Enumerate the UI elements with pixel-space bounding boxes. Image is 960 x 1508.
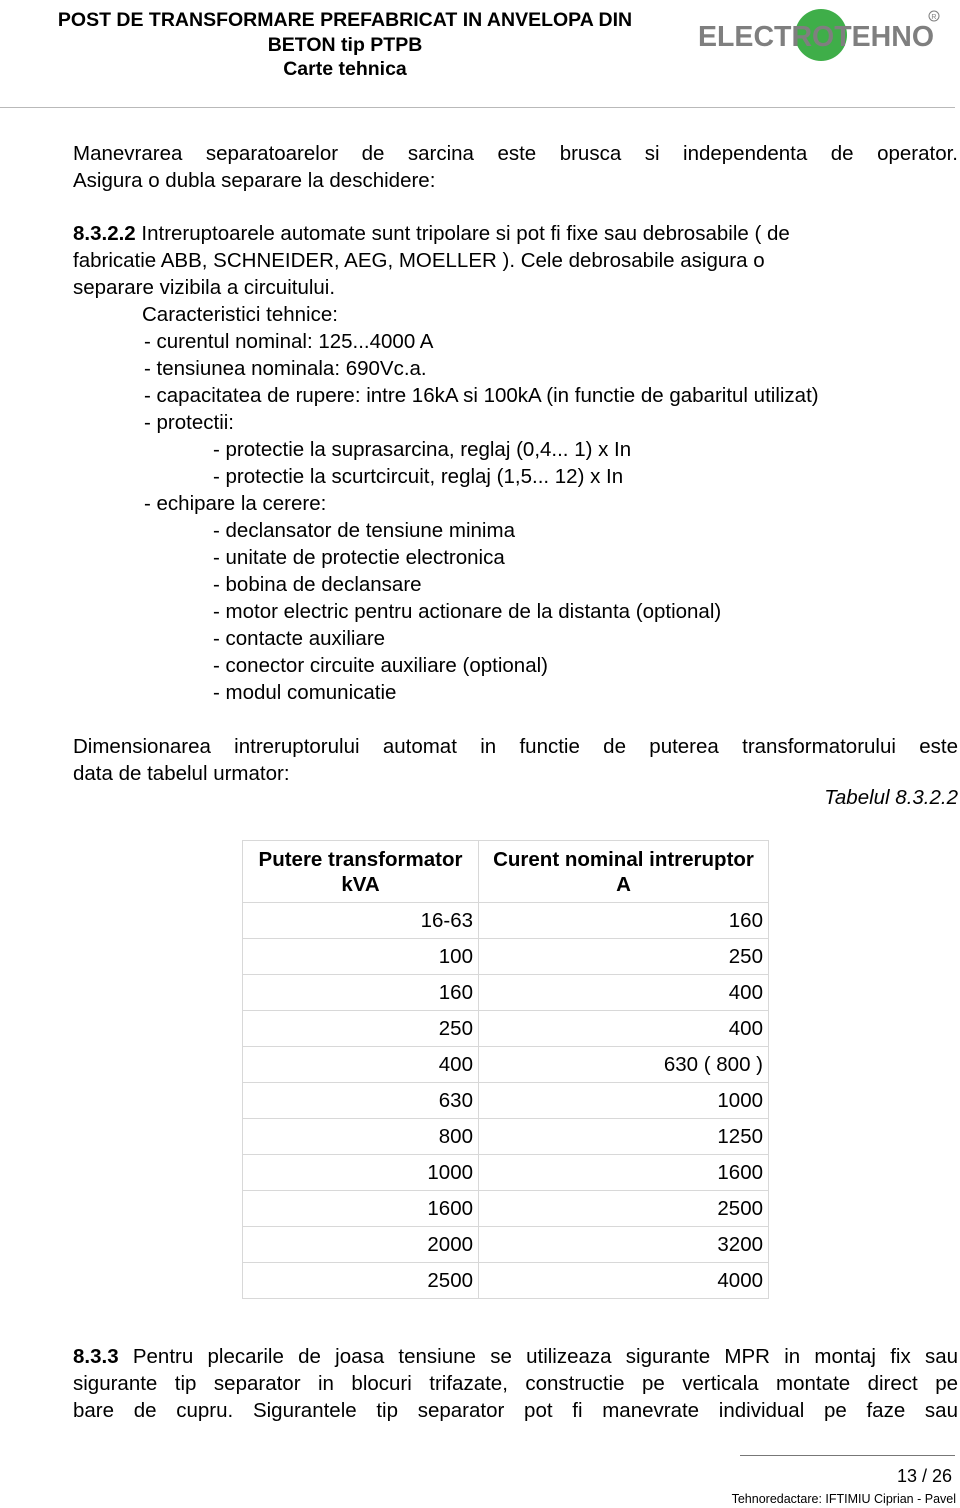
power-cell: 1000 <box>243 1155 479 1191</box>
section-833-text-3: bare de cupru. Sigurantele tip separator pot fi manevrate individual pe faze sau <box>73 1399 958 1422</box>
column-header-power: Putere transformator kVA <box>243 841 479 903</box>
current-cell: 1000 <box>479 1083 769 1119</box>
table-row <box>243 1227 769 1263</box>
section-8322-line1 <box>73 220 790 247</box>
table-row <box>243 975 769 1011</box>
logo-registered-mark: R <box>931 14 937 21</box>
section-833-line3 <box>73 1397 958 1424</box>
logo-wordmark: ELECTROTEHNO <box>698 21 934 53</box>
power-cell: 2000 <box>243 1227 479 1263</box>
equipment-item-7: - modul comunicatie <box>213 681 397 704</box>
section-833-text: Pentru plecarile de joasa tensiune se utilizeaza sigurante MPR in montaj fix sau <box>118 1345 958 1368</box>
editor-credit: Tehnoredactare: IFTIMIU Ciprian - Pavel <box>731 1492 956 1506</box>
header-title-line-3: Carte tehnica <box>283 58 407 80</box>
page-number: 13 / 26 <box>896 1466 952 1486</box>
section-833-line1 <box>73 1343 958 1370</box>
table-row <box>243 1191 769 1227</box>
power-cell: 1600 <box>243 1191 479 1227</box>
footer-divider <box>740 1455 955 1456</box>
table-row <box>243 1011 769 1047</box>
header-divider <box>0 107 955 108</box>
current-cell: 400 <box>479 1011 769 1047</box>
power-cell: 100 <box>243 939 479 975</box>
power-cell: 16-63 <box>243 903 479 939</box>
protection-item-1: - protectie la suprasarcina, reglaj (0,4... 1) x In <box>213 438 632 461</box>
power-cell: 2500 <box>243 1263 479 1299</box>
equipment-item-4: - motor electric pentru actionare de la distanta (optional) <box>213 600 722 623</box>
section-number: 8.3.2.2 <box>73 222 136 245</box>
equipment-item-1: - declansator de tensiune minima <box>213 519 515 542</box>
table-row <box>243 1083 769 1119</box>
power-cell: 160 <box>243 975 479 1011</box>
header-title-line-1: POST DE TRANSFORMARE PREFABRICAT IN ANVELOPA DIN <box>57 9 633 31</box>
current-cell: 400 <box>479 975 769 1011</box>
section-8322-line3: separare vizibila a circuitului. <box>73 276 336 299</box>
power-cell: 630 <box>243 1083 479 1119</box>
current-cell: 630 ( 800 ) <box>479 1047 769 1083</box>
dimensioning-text: Dimensionarea intreruptorului automat in functie de puterea transformatorului este <box>73 735 958 758</box>
table-header-row <box>243 841 769 903</box>
protection-item-2: - protectie la scurtcircuit, reglaj (1,5... 12) x In <box>213 465 624 488</box>
table-row <box>243 1263 769 1299</box>
characteristic-item-3: - capacitatea de rupere: intre 16kA si 100kA (in functie de gabaritul utilizat) <box>144 384 819 407</box>
section-833-line2 <box>73 1370 958 1397</box>
breaker-sizing-table <box>242 840 769 1299</box>
table-row <box>243 903 769 939</box>
section-833-text-2: sigurante tip separator in blocuri trifazate, constructie pe verticala montate direct pe <box>73 1372 958 1395</box>
current-cell: 250 <box>479 939 769 975</box>
section-8322-line2: fabricatie ABB, SCHNEIDER, AEG, MOELLER ). Cele debrosabile asigura o <box>73 249 765 272</box>
current-cell: 3200 <box>479 1227 769 1263</box>
characteristic-item-4: - protectii: <box>144 411 234 434</box>
characteristic-item-1: - curentul nominal: 125...4000 A <box>144 330 434 353</box>
current-cell: 160 <box>479 903 769 939</box>
paragraph-manevrarea <box>73 140 958 167</box>
table-row <box>243 939 769 975</box>
table-row <box>243 1119 769 1155</box>
table-caption: Tabelul 8.3.2.2 <box>824 786 958 809</box>
power-cell: 400 <box>243 1047 479 1083</box>
section-8322-text: Intreruptoarele automate sunt tripolare si pot fi fixe sau debrosabile ( de <box>135 222 790 245</box>
equipment-heading: - echipare la cerere: <box>144 492 327 515</box>
equipment-item-3: - bobina de declansare <box>213 573 422 596</box>
dimensioning-paragraph-line2: data de tabelul urmator: <box>73 762 290 785</box>
current-cell: 1600 <box>479 1155 769 1191</box>
current-cell: 2500 <box>479 1191 769 1227</box>
equipment-item-2: - unitate de protectie electronica <box>213 546 505 569</box>
section-number: 8.3.3 <box>73 1345 119 1368</box>
table-row <box>243 1047 769 1083</box>
power-cell: 800 <box>243 1119 479 1155</box>
equipment-item-6: - conector circuite auxiliare (optional) <box>213 654 548 677</box>
table-row <box>243 1155 769 1191</box>
electrotehno-logo <box>698 6 948 64</box>
power-cell: 250 <box>243 1011 479 1047</box>
header-title-line-2: BETON tip PTPB <box>267 33 423 56</box>
characteristics-heading: Caracteristici tehnice: <box>142 303 338 326</box>
paragraph-manevrarea-line2: Asigura o dubla separare la deschidere: <box>73 169 436 192</box>
column-header-current: Curent nominal intreruptor A <box>479 841 769 903</box>
current-cell: 1250 <box>479 1119 769 1155</box>
characteristic-item-2: - tensiunea nominala: 690Vc.a. <box>144 357 427 380</box>
dimensioning-paragraph-line1 <box>73 733 958 760</box>
paragraph-manevrarea-line1: Manevrarea separatoarelor de sarcina este brusca si independenta de operator. <box>73 142 958 165</box>
document-header-title <box>0 8 690 82</box>
equipment-item-5: - contacte auxiliare <box>213 627 386 650</box>
current-cell: 4000 <box>479 1263 769 1299</box>
